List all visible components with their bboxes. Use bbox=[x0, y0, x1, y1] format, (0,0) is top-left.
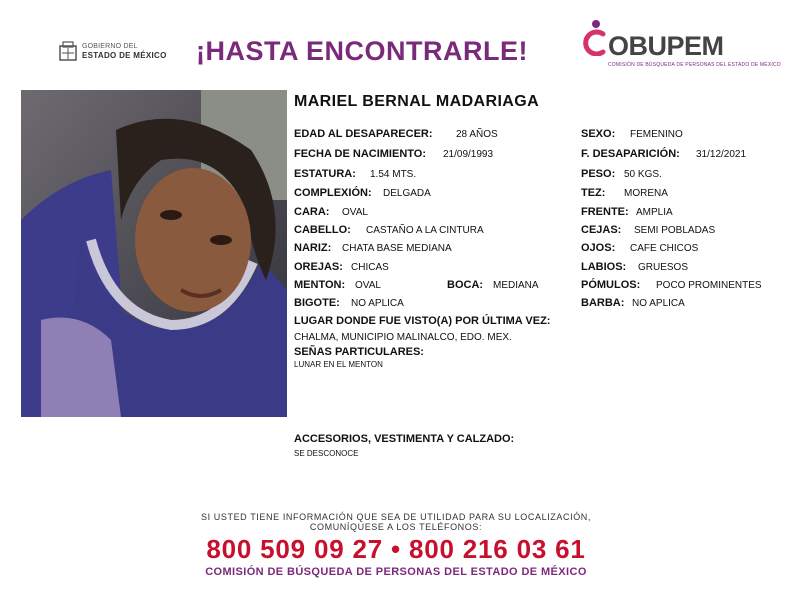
menton-label: MENTON: bbox=[294, 279, 346, 291]
nacimiento-value: 21/09/1993 bbox=[443, 149, 494, 160]
cejas-label: CEJAS: bbox=[581, 224, 622, 236]
cabello-value: CASTAÑO A LA CINTURA bbox=[366, 225, 484, 236]
sexo-label: SEXO: bbox=[581, 128, 616, 140]
tez-label: TEZ: bbox=[581, 187, 606, 199]
cara-value: OVAL bbox=[342, 207, 368, 218]
cejas-value: SEMI POBLADAS bbox=[634, 225, 716, 236]
pomulos-label: PÓMULOS: bbox=[581, 279, 641, 291]
state-crest-icon bbox=[58, 40, 78, 62]
boca-label: BOCA: bbox=[447, 279, 484, 291]
person-portrait bbox=[21, 90, 287, 417]
lugar-label: LUGAR DONDE FUE VISTO(A) POR ÚLTIMA VEZ: bbox=[294, 315, 551, 327]
cabello-label: CABELLO: bbox=[294, 224, 351, 236]
labios-value: GRUESOS bbox=[638, 262, 689, 273]
orejas-value: CHICAS bbox=[351, 262, 389, 273]
accesorios-value: SE DESCONOCE bbox=[294, 449, 359, 458]
header bbox=[0, 0, 792, 88]
gov-line2: ESTADO DE MÉXICO bbox=[82, 51, 167, 60]
estatura-value: 1.54 MTS. bbox=[370, 169, 417, 180]
phone-numbers: 800 509 09 27 • 800 216 03 61 bbox=[206, 534, 586, 564]
barba-label: BARBA: bbox=[581, 297, 625, 309]
edad-value: 28 AÑOS bbox=[456, 129, 498, 140]
ojos-label: OJOS: bbox=[581, 242, 616, 254]
complexion-label: COMPLEXIÓN: bbox=[294, 187, 372, 199]
footer-note-line2: COMUNÍQUESE A LOS TELÉFONOS: bbox=[309, 522, 483, 532]
nacimiento-label: FECHA DE NACIMIENTO: bbox=[294, 148, 426, 160]
nariz-value: CHATA BASE MEDIANA bbox=[342, 243, 452, 254]
nariz-label: NARIZ: bbox=[294, 242, 332, 254]
pomulos-value: POCO PROMINENTES bbox=[656, 280, 762, 291]
gov-line1: GOBIERNO DEL bbox=[82, 43, 138, 50]
cara-label: CARA: bbox=[294, 206, 330, 218]
menton-value: OVAL bbox=[355, 280, 381, 291]
frente-label: FRENTE: bbox=[581, 206, 629, 218]
peso-value: 50 KGS. bbox=[624, 169, 662, 180]
missing-person-photo bbox=[21, 90, 287, 417]
cobupem-c-icon bbox=[578, 20, 608, 56]
complexion-value: DELGADA bbox=[383, 188, 431, 199]
person-name: MARIEL BERNAL MADARIAGA bbox=[294, 93, 540, 110]
tez-value: MORENA bbox=[624, 188, 668, 199]
ojos-value: CAFE CHICOS bbox=[630, 243, 699, 254]
sexo-value: FEMENINO bbox=[630, 129, 683, 140]
senas-label: SEÑAS PARTICULARES: bbox=[294, 346, 424, 358]
lugar-value: CHALMA, MUNICIPIO MALINALCO, EDO. MEX. bbox=[294, 332, 512, 343]
cobupem-subtitle: COMISIÓN DE BÚSQUEDA DE PERSONAS DEL ESTADO DE MÉXICO bbox=[608, 62, 781, 68]
labios-label: LABIOS: bbox=[581, 261, 627, 273]
orejas-label: OREJAS: bbox=[294, 261, 343, 273]
senas-value: LUNAR EN EL MENTON bbox=[294, 360, 383, 369]
accesorios-label: ACCESORIOS, VESTIMENTA Y CALZADO: bbox=[294, 433, 515, 445]
edad-label: EDAD AL DESAPARECER: bbox=[294, 128, 433, 140]
boca-value: MEDIANA bbox=[493, 280, 539, 291]
bigote-label: BIGOTE: bbox=[294, 297, 340, 309]
commission-name: COMISIÓN DE BÚSQUEDA DE PERSONAS DEL ESTADO DE MÉXICO bbox=[205, 566, 587, 578]
government-logo bbox=[58, 40, 167, 62]
cobupem-name: OBUPEM bbox=[608, 31, 724, 61]
barba-value: NO APLICA bbox=[632, 298, 685, 309]
desaparicion-label: F. DESAPARICIÓN: bbox=[581, 148, 680, 160]
footer-note-line1: SI USTED TIENE INFORMACIÓN QUE SEA DE UTILIDAD PARA SU LOCALIZACIÓN, bbox=[200, 512, 592, 522]
cobupem-logo bbox=[578, 8, 781, 70]
estatura-label: ESTATURA: bbox=[294, 168, 356, 180]
peso-label: PESO: bbox=[581, 168, 616, 180]
frente-value: AMPLIA bbox=[636, 207, 673, 218]
bigote-value: NO APLICA bbox=[351, 298, 404, 309]
desaparicion-value: 31/12/2021 bbox=[696, 149, 747, 160]
banner-title: ¡HASTA ENCONTRARLE! bbox=[196, 36, 528, 66]
